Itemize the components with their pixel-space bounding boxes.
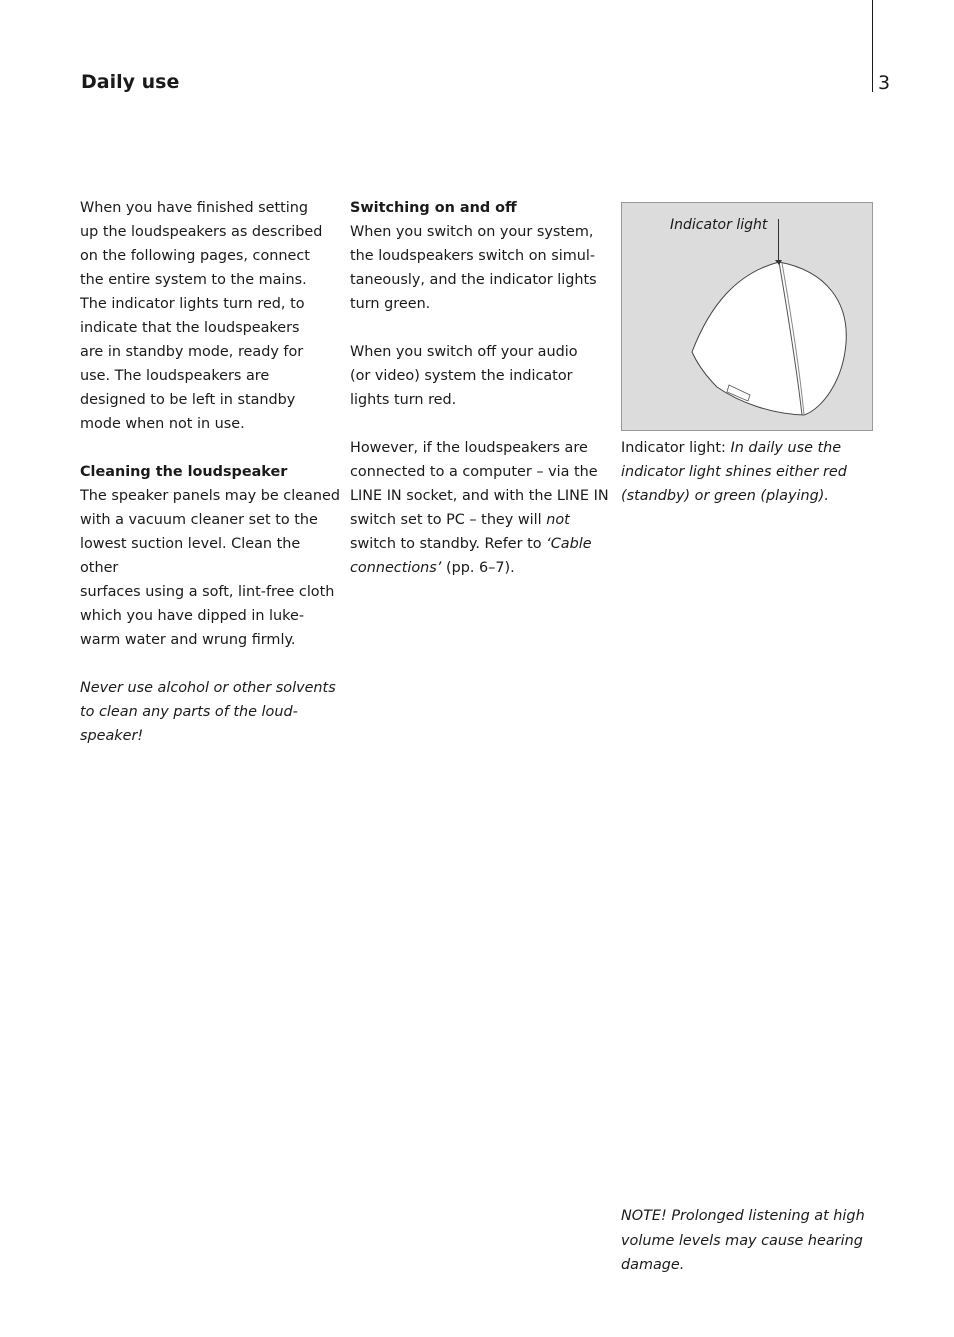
switching-heading: Switching on and off: [350, 200, 517, 216]
text-line: (or video) system the indicator: [350, 368, 573, 384]
text-fragment: switch to standby. Refer to: [350, 536, 547, 552]
text-line: LINE IN socket, and with the LINE IN: [350, 488, 609, 504]
text-line: When you switch off your audio: [350, 344, 578, 360]
solvent-warning: [80, 676, 342, 748]
text-line: with a vacuum cleaner set to the: [80, 512, 318, 528]
cable-connections-reference: ‘Cable: [546, 536, 592, 552]
computer-paragraph: [350, 436, 612, 580]
text-line: The speaker panels may be cleaned: [80, 488, 340, 504]
indicator-light-figure: [621, 202, 873, 431]
cable-connections-reference: connections’: [350, 560, 442, 576]
page-number: 3: [878, 72, 891, 94]
text-line: the loudspeakers switch on simul-: [350, 248, 596, 264]
text-line: indicator light shines either red: [621, 464, 847, 480]
text-line: warm water and wrung firmly.: [80, 632, 296, 648]
switch-on-paragraph: [350, 220, 612, 316]
text-line: However, if the loudspeakers are: [350, 440, 588, 456]
text-line: The indicator lights turn red, to: [80, 296, 305, 312]
text-line: NOTE! Prolonged listening at high: [621, 1208, 865, 1224]
text-line: to clean any parts of the loud-: [80, 704, 298, 720]
text-line: surfaces using a soft, lint-free cloth: [80, 584, 335, 600]
column-middle: [350, 196, 612, 580]
text-line: Never use alcohol or other solvents: [80, 680, 336, 696]
indicator-light-label: Indicator light: [670, 217, 768, 233]
text-line: on the following pages, connect: [80, 248, 310, 264]
text-line: mode when not in use.: [80, 416, 245, 432]
hearing-damage-note: [621, 1204, 881, 1278]
text-line: turn green.: [350, 296, 431, 312]
text-line: taneously, and the indicator lights: [350, 272, 597, 288]
text-line: lowest suction level. Clean the other: [80, 536, 301, 576]
intro-paragraph: [80, 196, 342, 436]
text-fragment: (pp. 6–7).: [441, 560, 515, 576]
cleaning-heading: Cleaning the loudspeaker: [80, 464, 288, 480]
text-line: (standby) or green (playing).: [621, 488, 829, 504]
text-fragment: switch set to PC – they will: [350, 512, 547, 528]
emphasis-not: not: [546, 512, 570, 528]
text-line: When you have finished setting: [80, 200, 309, 216]
text-line: speaker!: [80, 728, 144, 744]
figure-caption: [621, 436, 881, 508]
page-title: Daily use: [81, 71, 180, 93]
text-line: are in standby mode, ready for: [80, 344, 304, 360]
text-line: lights turn red.: [350, 392, 457, 408]
switch-off-paragraph: [350, 340, 612, 412]
text-line: connected to a computer – via the: [350, 464, 598, 480]
text-fragment: In daily use the: [730, 440, 842, 456]
cleaning-paragraph: [80, 484, 342, 652]
text-line: which you have dipped in luke-: [80, 608, 305, 624]
caption-lead: Indicator light:: [621, 440, 731, 456]
text-line: the entire system to the mains.: [80, 272, 307, 288]
page-edge-rule: [872, 0, 873, 92]
text-line: designed to be left in standby: [80, 392, 296, 408]
text-line: damage.: [621, 1257, 685, 1273]
column-left: [80, 196, 342, 748]
text-line: up the loudspeakers as described: [80, 224, 323, 240]
text-line: use. The loudspeakers are: [80, 368, 270, 384]
text-line: volume levels may cause hearing: [621, 1232, 863, 1249]
loudspeaker-illustration: [622, 203, 872, 430]
text-line: When you switch on your system,: [350, 224, 594, 240]
text-line: indicate that the loudspeakers: [80, 320, 300, 336]
